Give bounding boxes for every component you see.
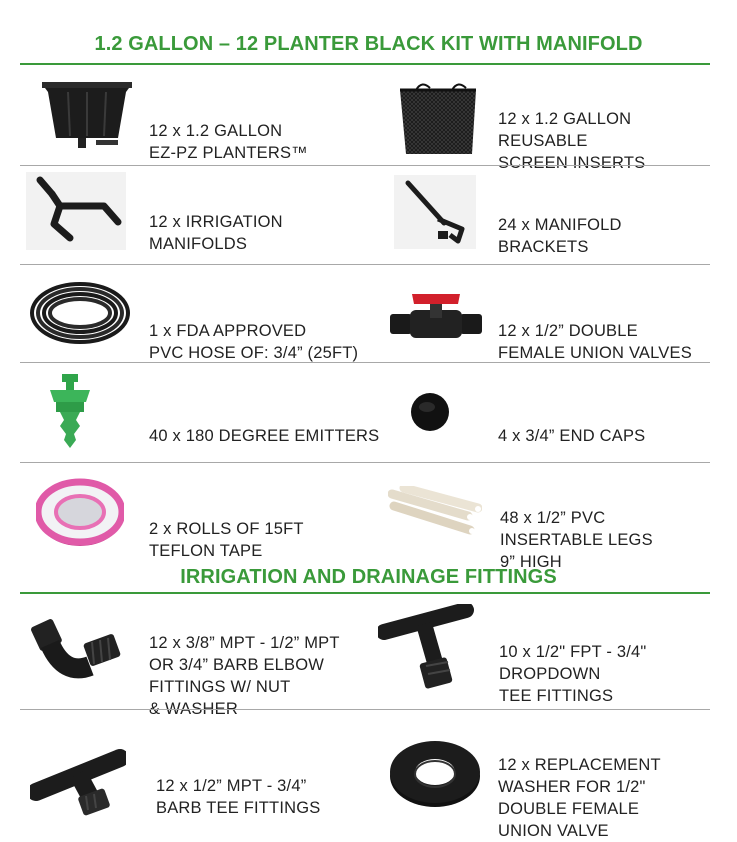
page-title: 1.2 GALLON – 12 PLANTER BLACK KIT WITH MANIFOLD [94, 33, 643, 55]
elbow-fitting-icon [28, 614, 124, 692]
item-pvc-legs: 48 x 1/2” PVC INSERTABLE LEGS 9” HIGH [500, 509, 653, 571]
item-union-valves: 12 x 1/2” DOUBLE FEMALE UNION VALVES [498, 322, 692, 362]
row-divider [20, 462, 710, 463]
item-screen-inserts: 12 x 1.2 GALLON REUSABLE SCREEN INSERTS [498, 110, 646, 172]
screen-insert-icon [392, 80, 484, 158]
section-title-fittings: IRRIGATION AND DRAINAGE FITTINGS [180, 566, 557, 588]
item-emitters: 40 x 180 DEGREE EMITTERS [149, 427, 380, 445]
row-divider [20, 165, 710, 166]
item-end-caps: 4 x 3/4” END CAPS [498, 427, 646, 445]
row-divider [20, 264, 710, 265]
barb-tee-icon [30, 738, 126, 816]
manifold-icon [26, 172, 126, 250]
washer-icon [388, 736, 482, 810]
pvc-legs-icon [388, 486, 482, 536]
row-divider [20, 709, 710, 710]
item-manifold-brackets: 24 x MANIFOLD BRACKETS [498, 216, 622, 256]
item-teflon-tape: 2 x ROLLS OF 15FT TEFLON TAPE [149, 520, 304, 560]
row-divider [20, 362, 710, 363]
item-barb-tee: 12 x 1/2” MPT - 3/4” BARB TEE FITTINGS [156, 777, 321, 817]
item-replacement-washer: 12 x REPLACEMENT WASHER FOR 1/2" DOUBLE FEMALE UNION VALVE [498, 756, 661, 840]
end-cap-icon [409, 391, 451, 433]
item-planters: 12 x 1.2 GALLON EZ-PZ PLANTERS™ [149, 122, 308, 162]
bracket-icon [394, 175, 476, 249]
planter-icon [38, 78, 136, 154]
section-divider [20, 592, 710, 594]
item-pvc-hose: 1 x FDA APPROVED PVC HOSE OF: 3/4” (25FT) [149, 322, 359, 362]
item-dropdown-tee: 10 x 1/2" FPT - 3/4" DROPDOWN TEE FITTINGS [499, 643, 647, 705]
union-valve-icon [388, 292, 484, 342]
emitter-icon [48, 372, 92, 450]
teflon-tape-icon [36, 476, 124, 548]
item-manifolds: 12 x IRRIGATION MANIFOLDS [149, 213, 283, 253]
item-elbow-fittings: 12 x 3/8” MPT - 1/2” MPT OR 3/4” BARB ELBOW FITTINGS W/ NUT & WASHER [149, 634, 340, 718]
dropdown-tee-icon [378, 604, 476, 690]
title-divider [20, 63, 710, 65]
hose-coil-icon [28, 279, 132, 347]
